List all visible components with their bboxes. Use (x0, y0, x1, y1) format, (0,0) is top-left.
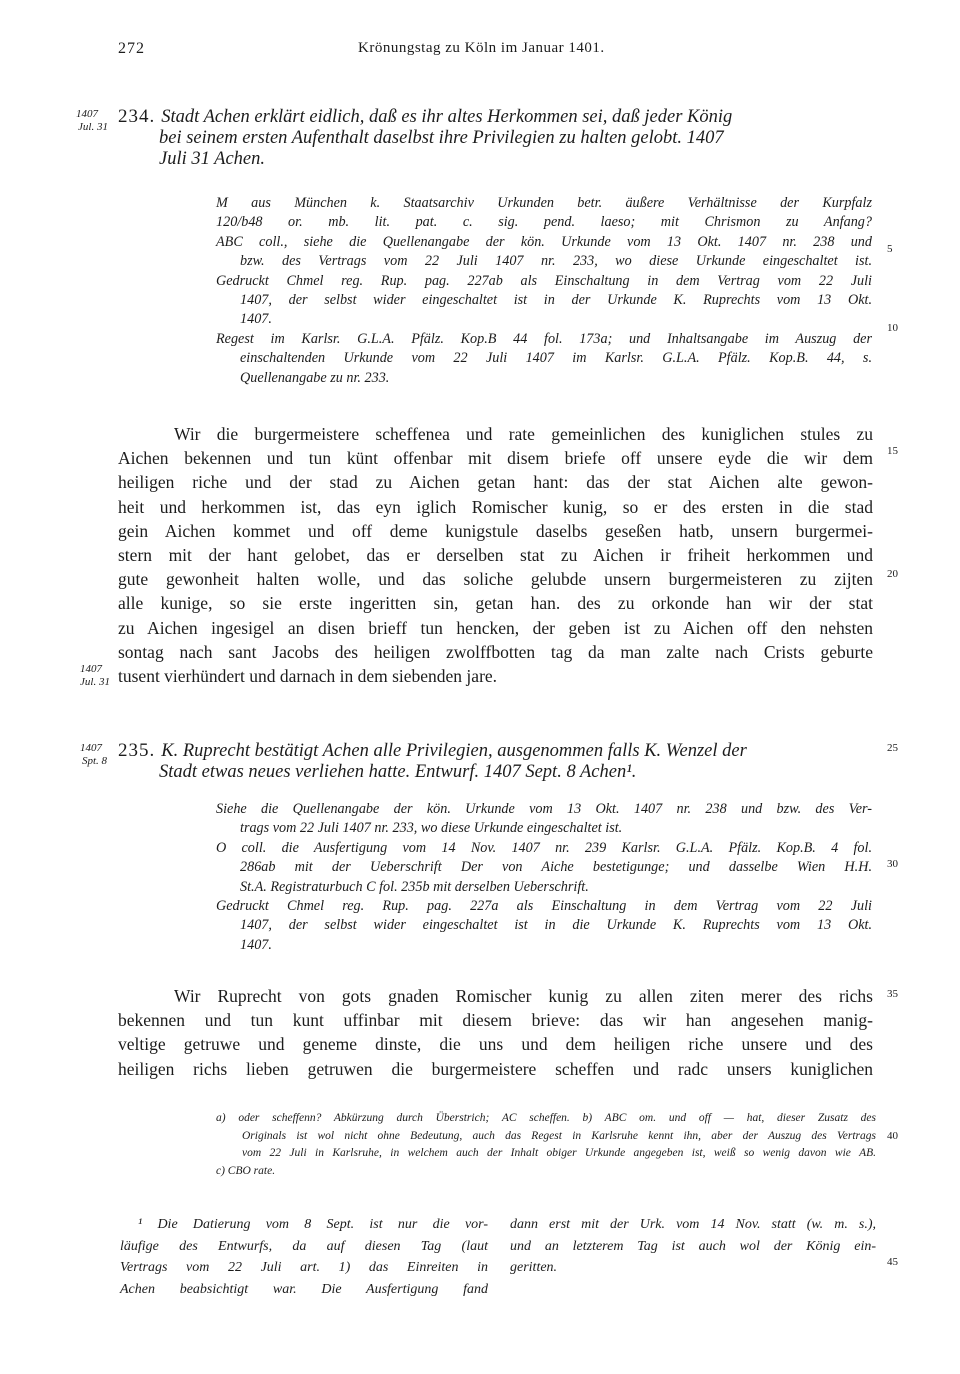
line-number: 30 (887, 858, 898, 870)
line-number: 35 (887, 988, 898, 1000)
entry-title-234: 234. Stadt Achen erklärt eidlich, daß es ihr altes Herkommen sei, daß jeder König bei seinem ersten Aufenthalt daselbst ihre Privilegien zu halten gelobt. 1407 Juli 31 Achen. (118, 106, 733, 169)
line-number: 20 (887, 568, 898, 580)
line-number: 5 (887, 243, 893, 255)
line-number: 45 (887, 1256, 898, 1268)
footnote-right-column: dann erst mit der Urk. vom 14 Nov. statt (w. m. s.), und an letzterem Tag ist auch wol der König ein- geritten. (510, 1217, 876, 1275)
entry-number: 234. (118, 106, 156, 127)
document-text-235: Wir Ruprecht von gots gnaden Romischer kunig zu allen ziten merer des richs bekennen und tun kunt uffinbar mit diesem brieve: das wir han angesehen manig- veltige getruwe und geneme dinste, die uns und dem heiligen riche unsere und des heiligen richs lieben getruwen die burgermeistere scheffen und radc unsers kuniglichen (118, 986, 873, 1079)
line-number: 40 (887, 1130, 898, 1142)
footnote-left-column: ¹ Die Datierung vom 8 Sept. ist nur die vor- läufige des Entwurfs, da auf diesen Tag (laut Vertrags vom 22 Juli art. 1) das Einreiten in Achen beabsichtigt war. Die Ausfertigung fand (120, 1217, 488, 1297)
margin-date-235: 1407 Spt. 8 (80, 742, 108, 767)
entry-title-235: 235. K. Ruprecht bestätigt Achen alle Privilegien, ausgenommen falls K. Wenzel der Stadt etwas neues verliehen hatte. Entwurf. 1407 Sept. 8 Achen¹. (118, 740, 747, 782)
entry-number: 235. (118, 740, 156, 761)
source-notes-234: M aus München k. Staatsarchiv Urkunden betr. äußere Verhältnisse der Kurpfalz 120/b48 or. mb. lit. pat. c. sig. pend. laeso; mit Chrismon zu Anfang? ABC coll., siehe die Quellenangabe der kön. Urkunde vom 13 Okt. 1407 nr. 238 und bzw. des Vertrags vom 22 Juli 1407 nr. 233, wo diese Urkunde eingeschaltet ist. Gedruckt Chmel reg. Rup. pag. 227ab als Einschaltung in dem Vertrag vom 22 Juli 1407, der selbst wider eingeschaltet ist in der Urkunde K. Ruprechts vom 13 Okt. 1407. Regest im Karlsr. G.L.A. Pfälz. Kop.B 44 fol. 173a; und Inhaltsangabe im Auszug der einschaltenden Urkunde vom 22 Juli 1407 im Karlsr. G.L.A. Pfälz. Kop.B. 44, s. Quellenangabe zu nr. 233. (216, 195, 872, 386)
line-number: 15 (887, 445, 898, 457)
margin-date-234-end: 1407 Jul. 31 (80, 663, 110, 688)
margin-date-234: 1407 Jul. 31 (76, 108, 108, 133)
textual-apparatus: a) oder scheffenn? Abkürzung durch Überstrich; AC scheffen. b) ABC om. und off — hat, dieser Zusatz des Originals ist wol nicht ohne Bedeutung, auch das Regest in Karlsruhe kennt ihn, aber der Auszug des Vertrags vom 22 Juli in Karlsruhe, in welchem auch der Inhalt obiger Urkunde angegeben ist, weiß so wenig davon wie AB. c) CBO rate. (216, 1112, 876, 1177)
document-text-234: Wir die burgermeistere scheffenea und rate gemeinlichen des kuniglichen stules zu Aichen bekennen und tun künt offenbar mit disem briefe off unsere eyde die wir dem heiligen riche und der stad zu Aichen getan hant: das der stat Aichen alte gewon- heit und herkommen ist, das eyn iglich Romischer kunig, so er des ersten in die stad gein Aichen kommet und off deme kunigstule daselbs geseßen hatb, unsern burgermei- stern mit der hant gelobet, das er derselben stat zu Aichen ir friheit herkommen und gute gewonheit halten wolle, und das soliche gelubde unsern burgermeisteren zu zijten alle kunige, so sie erste ingeritten sin, getan han. des zu orkonde han wir der stat zu Aichen ingesigel an disen brieff tun hencken, der geben ist zu Aichen off den nehsten sontag nach sant Jacobs des heiligen zwolffbotten tag da man zalte nach Crists geburte tusent vierhündert und darnach in dem siebenden jare. (118, 424, 873, 686)
source-notes-235: Siehe die Quellenangabe der kön. Urkunde vom 13 Okt. 1407 nr. 238 und bzw. des Ver- trags vom 22 Juli 1407 nr. 233, wo diese Urkunde eingeschaltet ist. O coll. die Ausfertigung vom 14 Nov. 1407 nr. 239 Karlsr. G.L.A. Pfälz. Kop.B. 4 fol. 286ab mit der Ueberschrift Der von Aiche bestetigunge; und dasselbe Wien H.H. St.A. Registraturbuch C fol. 235b mit derselben Ueberschrift. Gedruckt Chmel reg. Rup. pag. 227a als Einschaltung in dem Vertrag vom 22 Juli 1407, der selbst wider eingeschaltet ist in die Urkunde K. Ruprechts vom 13 Okt. 1407. (216, 801, 872, 953)
page-number: 272 (118, 40, 145, 57)
line-number: 25 (887, 742, 898, 754)
running-title: Krönungstag zu Köln im Januar 1401. (358, 40, 605, 56)
line-number: 10 (887, 322, 898, 334)
